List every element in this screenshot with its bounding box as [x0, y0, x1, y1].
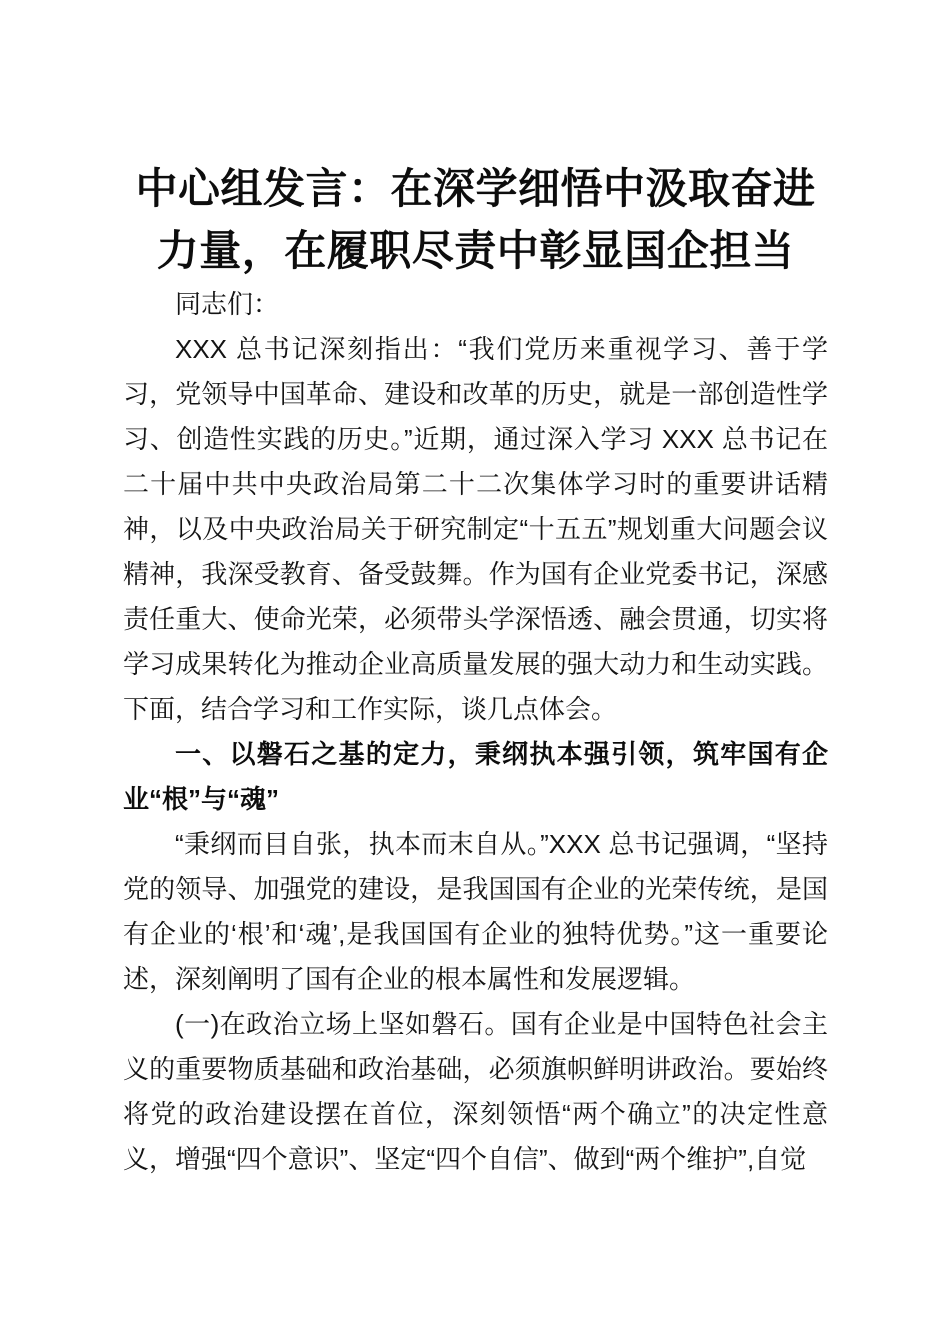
- document-title: 中心组发言：在深学细悟中汲取奋进力量，在履职尽责中彰显国企担当: [135, 164, 816, 275]
- paragraph-salutation: 同志们：: [175, 289, 280, 319]
- paragraph-subsection-1: (一)在政治立场上坚如磐石。国有企业是中国特色社会主义的重要物质基础和政治基础，必须旗帜鲜明讲政治。要始终将党的政治建设摆在首位，深刻领悟“两个确立”的决定性意义，增强“四个意识”、坚定“四个自信”、做到“两个维护”,自觉: [123, 1009, 828, 1174]
- paragraph-opening: XXX 总书记深刻指出：“我们党历来重视学习、善于学习，党领导中国革命、建设和改革的历史，就是一部创造性学习、创造性实践的历史。”近期，通过深入学习 XXX 总书记在二十届中共中央政治局第二十二次集体学习时的重要讲话精神，以及中央政治局关于研究制定“十五五”规划重大问题会议精神，我深受教育、备受鼓舞。作为国有企业党委书记，深感责任重大、使命光荣，必须带头学深悟透、融会贯通，切实将学习成果转化为推动企业高质量发展的强大动力和生动实践。下面，结合学习和工作实际，谈几点体会。: [123, 334, 828, 724]
- section-heading-1: 一、以磐石之基的定力，秉纲执本强引领，筑牢国有企业“根”与“魂”: [123, 739, 828, 814]
- paragraph-quote-exposition: “秉纲而目自张，执本而末自从。”XXX 总书记强调，“坚持党的领导、加强党的建设，是我国国有企业的光荣传统，是国有企业的‘根’和‘魂’,是我国国有企业的独特优势。”这一重要论述，深刻阐明了国有企业的根本属性和发展逻辑。: [123, 829, 828, 994]
